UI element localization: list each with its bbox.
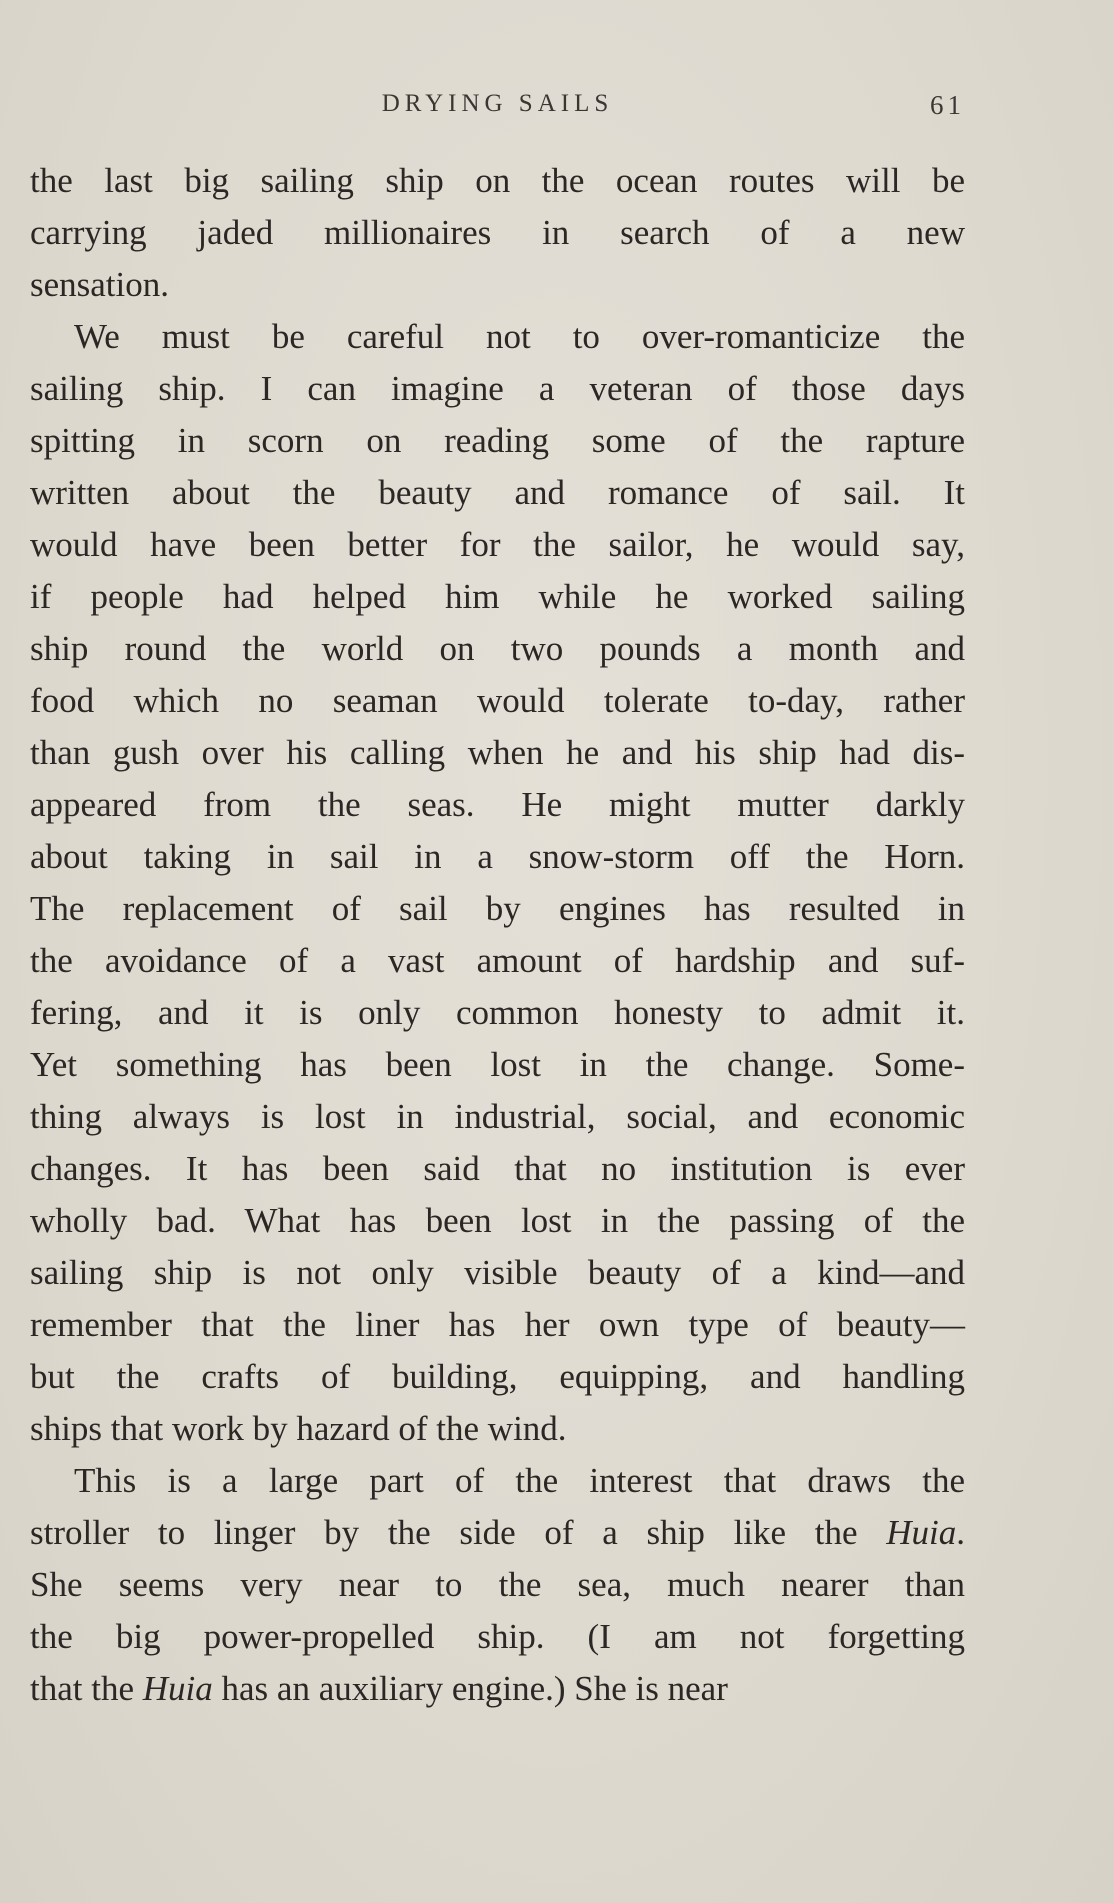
text-line: the last big sailing ship on the ocean routes will be [30,161,965,200]
text-line: sensation. [30,265,170,304]
text-line: than gush over his calling when he and his ship had dis- [30,733,965,772]
text-line: would have been better for the sailor, he would say, [30,525,965,564]
text-segment: stroller to linger by the side of a ship like the [30,1513,887,1552]
text-line: written about the beauty and romance of sail. It [30,473,965,512]
text-line: The replacement of sail by engines has resulted in [30,889,965,928]
page-number: 61 [930,90,965,120]
paragraph [30,1455,965,1715]
text-line: spitting in scorn on reading some of the rapture [30,421,965,460]
text-segment: has an auxiliary engine.) She is near [212,1669,728,1708]
running-head [30,90,965,130]
text-line: the avoidance of a vast amount of hardship and suf- [30,941,965,980]
running-title: DRYING SAILS [381,90,614,117]
text-line: if people had helped him while he worked sailing [30,577,965,616]
italic-ship-name: Huia [142,1669,213,1708]
text-line: thing always is lost in industrial, social, and economic [30,1097,965,1136]
text-line: wholly bad. What has been lost in the passing of the [30,1201,965,1240]
text-line [30,1507,965,1559]
text-line: but the crafts of building, equipping, and handling [30,1357,965,1396]
text-segment: that the [30,1669,143,1708]
text-line: remember that the liner has her own type of beauty— [30,1305,965,1344]
paragraph [30,155,965,311]
text-line: sailing ship. I can imagine a veteran of those days [30,369,965,408]
text-line: appeared from the seas. He might mutter darkly [30,785,965,824]
text-line: ships that work by hazard of the wind. [30,1409,567,1448]
text-segment: . [956,1513,965,1552]
text-line: She seems very near to the sea, much nearer than [30,1565,965,1604]
text-line: carrying jaded millionaires in search of a new [30,213,965,252]
text-line: fering, and it is only common honesty to admit it. [30,993,965,1032]
text-line: food which no seaman would tolerate to-day, rather [30,681,965,720]
italic-ship-name: Huia [886,1513,957,1552]
body-text [30,155,965,1715]
text-line: ship round the world on two pounds a month and [30,629,965,668]
paragraph [30,311,965,1455]
text-line: This is a large part of the interest that draws the [74,1461,965,1500]
text-line: about taking in sail in a snow-storm off the Horn. [30,837,965,876]
text-line: the big power-propelled ship. (I am not forgetting [30,1617,965,1656]
text-line: changes. It has been said that no institution is ever [30,1149,965,1188]
text-line [30,1663,965,1715]
text-line: Yet something has been lost in the change. Some- [30,1045,965,1084]
text-line: sailing ship is not only visible beauty of a kind—and [30,1253,965,1292]
text-line: We must be careful not to over-romanticize the [74,317,965,356]
